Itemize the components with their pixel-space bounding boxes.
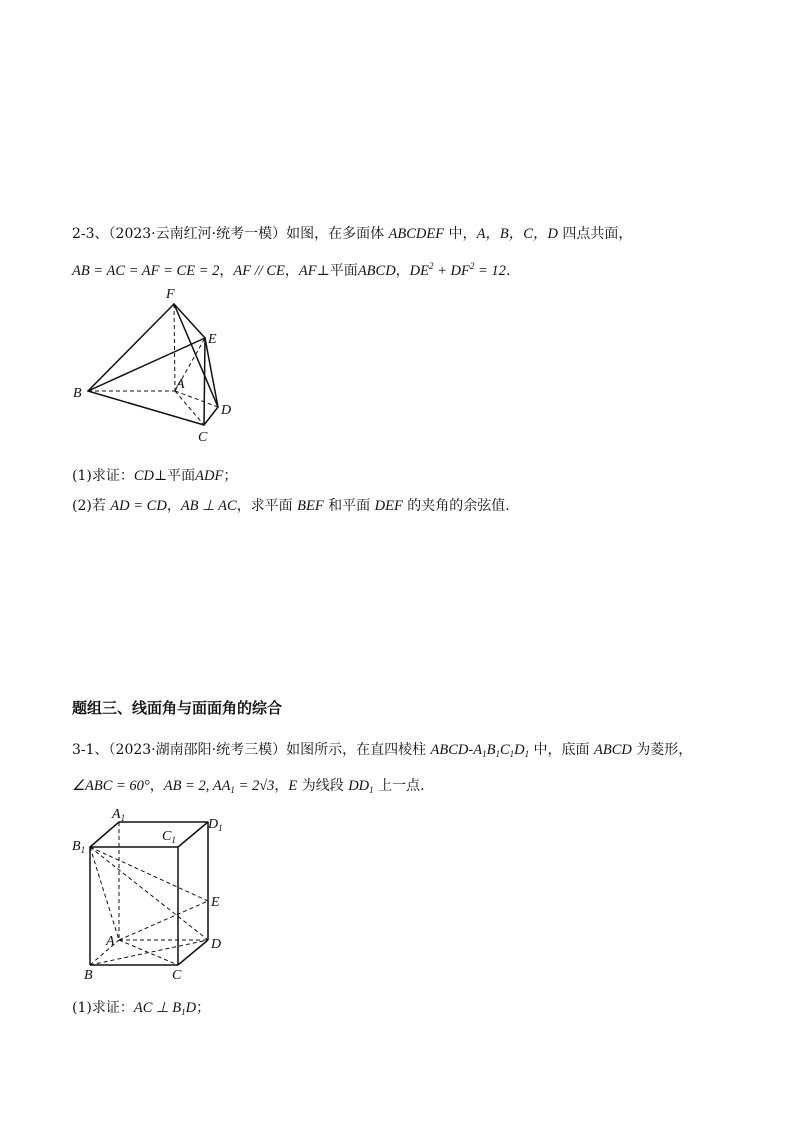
top-face: [90, 822, 208, 847]
label-A1: $A_1$: [112, 807, 126, 823]
label-F: F: [166, 287, 175, 302]
statement-text: 上一点.: [373, 778, 425, 794]
period: .: [505, 263, 511, 279]
superscript: 2: [469, 261, 475, 271]
statement-text: 中，: [444, 226, 477, 242]
math-part: D: [514, 742, 525, 758]
problem-source: （2023·云南红河·统考一模）: [108, 226, 287, 242]
part-number: (1): [72, 468, 92, 484]
part-text: 求证：: [91, 1000, 134, 1016]
label-E: E: [211, 895, 220, 910]
label-E: E: [208, 332, 217, 347]
subscript: 1: [230, 785, 235, 795]
section-heading: 题组三、线面角与面面角的综合: [72, 699, 283, 717]
math-segment: [348, 778, 373, 794]
edge-BE: [88, 338, 205, 391]
math-claim: [134, 1000, 196, 1016]
subscript: 1: [181, 1007, 186, 1017]
part-text: 求证：: [91, 468, 134, 484]
edge-CD: [178, 940, 208, 965]
label-B: B: [84, 968, 93, 983]
condition-perp-plane: ABCD: [357, 263, 396, 279]
math-plane: BEF: [297, 498, 324, 514]
separator: ，: [149, 778, 164, 794]
problem-3-1-part-1: [72, 998, 210, 1022]
separator: ，: [284, 263, 299, 279]
statement-text: 如图，在多面体: [286, 226, 389, 242]
math-condition: AD = CD: [110, 498, 167, 514]
label-C: C: [172, 968, 182, 983]
math-line: CD: [133, 468, 154, 484]
statement-text: 为线段: [297, 778, 349, 794]
condition-perp-text: ⊥平面: [316, 263, 358, 279]
subscript: 1: [509, 749, 515, 759]
part-text: ；: [196, 1000, 211, 1016]
math-plane: DEF: [374, 498, 403, 514]
problem-2-3-part-1: [72, 466, 237, 486]
problem-source: （2023·湖南邵阳·统考三模）: [108, 742, 287, 758]
label-D: D: [211, 937, 222, 952]
label-C: C: [198, 430, 208, 445]
label-D1: $D_1$: [208, 817, 223, 833]
subscript: 1: [524, 749, 530, 759]
math-part: ABCD-A: [430, 742, 483, 758]
statement-text: 中，底面: [529, 742, 594, 758]
part-text: 的夹角的余弦值.: [402, 498, 510, 514]
edge-CD: [204, 407, 218, 425]
condition-square-sum: [410, 263, 506, 279]
subscript: 1: [369, 785, 374, 795]
separator: ，: [274, 778, 289, 794]
math-part: = 12: [474, 263, 506, 279]
label-C1: $C_1$: [162, 829, 176, 845]
prism-figure: [68, 800, 238, 990]
problem-2-3-conditions: [72, 256, 510, 281]
statement-text: 四点共面，: [557, 226, 633, 242]
label-B: B: [73, 386, 82, 401]
part-number: (2): [72, 498, 92, 514]
hidden-edge-AE: [119, 901, 208, 940]
subscript: 1: [482, 749, 487, 759]
math-part: DD: [348, 778, 370, 794]
math-condition: AB ⊥ AC: [180, 498, 237, 514]
solid-name: ABCDEF: [388, 226, 445, 242]
math-base: ABCD: [594, 742, 632, 758]
coplanar-points: A，B，C，D: [476, 226, 558, 242]
edge-EC: [204, 338, 205, 425]
problem-2-3-part-2: [72, 496, 510, 516]
part-text: 若: [91, 498, 111, 514]
part-text: ⊥平面: [154, 468, 196, 484]
condition-lengths: [164, 778, 275, 794]
math-part: B: [486, 742, 496, 758]
math-part: = 2√3: [234, 778, 275, 794]
part-text: 和平面: [323, 498, 375, 514]
label-A: A: [176, 377, 185, 392]
problem-3-1-conditions: [72, 776, 425, 800]
label-B1: $B_1$: [72, 839, 86, 855]
math-part: C: [499, 742, 510, 758]
hidden-edge-BA: [90, 940, 119, 965]
superscript: 2: [429, 261, 434, 271]
condition-lengths: AB = AC = AF = CE = 2: [72, 263, 220, 279]
subscript: 1: [495, 749, 500, 759]
part-text: ，求平面: [236, 498, 298, 514]
hidden-edge-B1E: [90, 847, 208, 901]
statement-text: 如图所示，在直四棱柱: [286, 742, 431, 758]
part-text: ；: [223, 468, 238, 484]
math-part: AB = 2, AA: [163, 778, 231, 794]
condition-perp-line: AF: [298, 263, 317, 279]
edge-FE: [174, 304, 205, 338]
label-D: D: [221, 403, 232, 418]
separator: ，: [395, 263, 410, 279]
part-text: ，: [166, 498, 181, 514]
part-number: (1): [72, 1000, 92, 1016]
math-point: E: [288, 778, 298, 794]
edge-BF: [88, 304, 174, 391]
condition-angle: ∠ABC = 60°: [72, 778, 150, 794]
condition-parallel: AF // CE: [233, 263, 285, 279]
problem-number: 2-3、: [72, 226, 109, 242]
edge-ED: [205, 338, 218, 407]
hidden-edge-FA: [174, 304, 175, 391]
polyhedron-figure: [68, 280, 248, 450]
hidden-edge-B1D: [90, 847, 208, 940]
edge-BC: [88, 391, 204, 425]
statement-text: 为菱形，: [631, 742, 693, 758]
hidden-edge-B1A: [90, 847, 119, 940]
math-part: AC ⊥ B: [133, 1000, 182, 1016]
separator: ，: [219, 263, 234, 279]
math-part: D: [185, 1000, 197, 1016]
math-part: + DF: [433, 263, 470, 279]
math-part: DE: [409, 263, 430, 279]
label-A: A: [106, 934, 115, 949]
problem-3-1-statement: [72, 740, 692, 764]
problem-number: 3-1、: [72, 742, 109, 758]
math-plane: ADF: [195, 468, 224, 484]
prism-name: [431, 742, 530, 758]
problem-2-3-statement: [72, 224, 632, 244]
